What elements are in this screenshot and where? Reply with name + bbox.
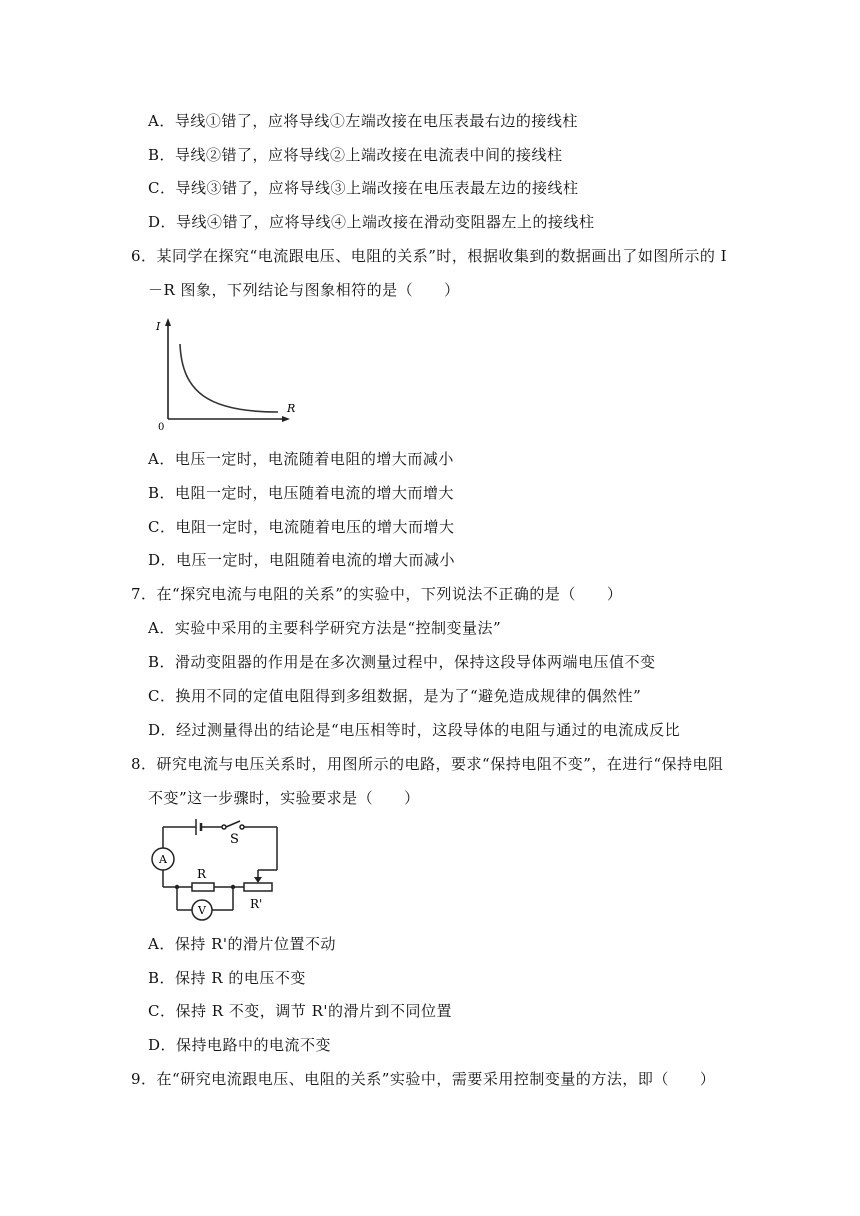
q7-stem: 7．在“探究电流与电阻的关系”的实验中，下列说法不正确的是（ ） — [131, 585, 623, 603]
rheostat-slider-arrow — [254, 877, 262, 883]
q7-option-b: B．滑动变阻器的作用是在多次测量过程中，保持这段导体两端电压值不变 — [148, 653, 656, 671]
q6-option-c: C．电阻一定时，电流随着电压的增大而增大 — [148, 518, 455, 536]
q8-stem-line2: 不变”这一步骤时，实验要求是（ ） — [148, 789, 420, 807]
q8-option-a: A．保持 R'的滑片位置不动 — [148, 935, 337, 953]
q6-stem-line2: －R 图象，下列结论与图象相符的是（ ） — [148, 281, 460, 299]
junction-dot-left — [175, 885, 179, 889]
resistor-symbol — [192, 883, 214, 891]
switch-contact — [240, 825, 244, 829]
q6-option-b: B．电阻一定时，电压随着电流的增大而增大 — [148, 484, 455, 502]
junction-dot-right — [231, 885, 235, 889]
graph-y-arrow — [165, 318, 171, 326]
q7-option-d: D．经过测量得出的结论是“电压相等时，这段导体的电阻与通过的电流成反比 — [148, 721, 681, 739]
switch-label: S — [230, 832, 239, 847]
resistor-label: R — [197, 867, 207, 881]
q5-option-a: A．导线①错了，应将导线①左端改接在电压表最右边的接线柱 — [148, 112, 578, 130]
graph-y-label: I — [156, 320, 161, 333]
graph-curve — [180, 344, 278, 412]
q8-option-d: D．保持电路中的电流不变 — [148, 1036, 332, 1054]
q6-option-a: A．电压一定时，电流随着电阻的增大而减小 — [148, 450, 454, 468]
q6-ir-graph — [150, 312, 300, 434]
rheostat-label: R' — [250, 897, 263, 911]
q7-option-a: A．实验中采用的主要科学研究方法是“控制变量法” — [148, 619, 502, 637]
graph-x-label: R — [287, 402, 296, 415]
switch-blade — [226, 821, 240, 827]
q6-stem-line1: 6．某同学在探究“电流跟电压、电阻的关系”时，根据收集到的数据画出了如图所示的 I — [131, 247, 728, 265]
graph-origin-label: 0 — [158, 422, 165, 433]
q6-option-d: D．电压一定时，电阻随着电流的增大而减小 — [148, 551, 456, 569]
q8-stem-line1: 8．研究电流与电压关系时，用图所示的电路，要求“保持电阻不变”，在进行“保持电阻 — [131, 755, 724, 773]
rheostat-symbol — [244, 883, 272, 891]
q7-option-c: C．换用不同的定值电阻得到多组数据，是为了“避免造成规律的偶然性” — [148, 687, 642, 705]
q5-option-d: D．导线④错了，应将导线④上端改接在滑动变阻器左上的接线柱 — [148, 213, 595, 231]
q5-option-b: B．导线②错了，应将导线②上端改接在电流表中间的接线柱 — [148, 146, 563, 164]
switch-pivot — [222, 825, 226, 829]
q8-circuit-diagram — [150, 815, 290, 925]
q8-option-c: C．保持 R 不变，调节 R'的滑片到不同位置 — [148, 1002, 452, 1020]
voltmeter-label: V — [198, 904, 206, 917]
q8-option-b: B．保持 R 的电压不变 — [148, 969, 306, 987]
q9-stem: 9．在“研究电流跟电压、电阻的关系”实验中，需要采用控制变量的方法，即（ ） — [131, 1070, 716, 1088]
q5-option-c: C．导线③错了，应将导线③上端改接在电压表最左边的接线柱 — [148, 179, 579, 197]
graph-x-arrow — [282, 416, 290, 422]
ammeter-label: A — [159, 853, 167, 866]
